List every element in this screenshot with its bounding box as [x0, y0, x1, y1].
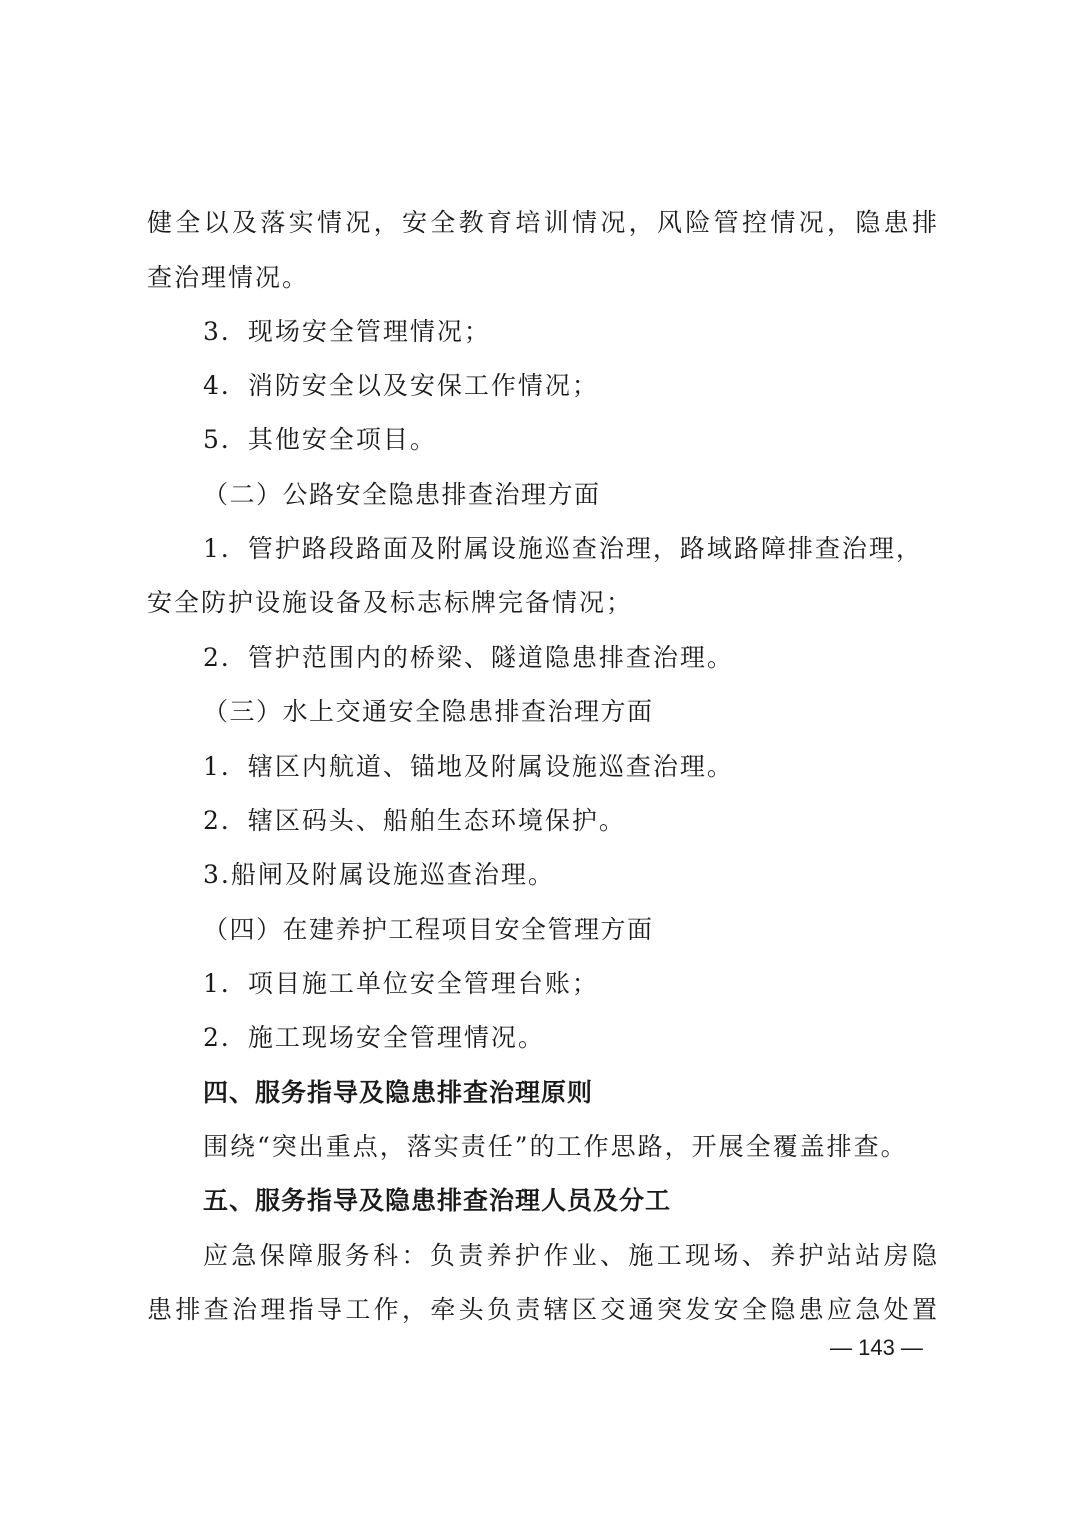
list-item: 3．现场安全管理情况；	[203, 317, 491, 346]
section-heading: 四、服务指导及隐患排查治理原则	[203, 1078, 594, 1107]
list-item: 2．辖区码头、船舶生态环境保护。	[203, 806, 626, 835]
list-item: 2．管护范围内的桥梁、隧道隐患排查治理。	[203, 643, 734, 672]
paragraph-line: 安全防护设施设备及标志标牌完备情况；	[147, 588, 634, 617]
page-number: — 143 —	[830, 1335, 923, 1360]
list-item: 5．其他安全项目。	[203, 425, 437, 454]
paragraph-line: 患排查治理指导工作，牵头负责辖区交通突发安全隐患应急处置	[147, 1295, 939, 1324]
list-item: 4．消防安全以及安保工作情况；	[203, 371, 599, 400]
subsection-heading: （四）在建养护工程项目安全管理方面	[203, 915, 654, 944]
paragraph-line: 健全以及落实情况，安全教育培训情况，风险管控情况，隐患排	[147, 208, 939, 237]
list-item: 1．管护路段路面及附属设施巡查治理，路域路障排查治理，	[203, 534, 923, 563]
subsection-heading: （三）水上交通安全隐患排查治理方面	[203, 697, 654, 726]
paragraph-line: 应急保障服务科：负责养护作业、施工现场、养护站站房隐	[203, 1241, 939, 1270]
paragraph-line: 查治理情况。	[147, 263, 310, 292]
subsection-heading: （二）公路安全隐患排查治理方面	[203, 480, 601, 509]
list-item: 2．施工现场安全管理情况。	[203, 1023, 545, 1052]
section-heading: 五、服务指导及隐患排查治理人员及分工	[203, 1186, 672, 1215]
list-item: 1．项目施工单位安全管理台账；	[203, 969, 599, 998]
paragraph-line: 围绕“突出重点，落实责任”的工作思路，开展全覆盖排查。	[203, 1132, 908, 1161]
list-item: 3.船闸及附属设施巡查治理。	[203, 860, 555, 889]
list-item: 1．辖区内航道、锚地及附属设施巡查治理。	[203, 752, 734, 781]
